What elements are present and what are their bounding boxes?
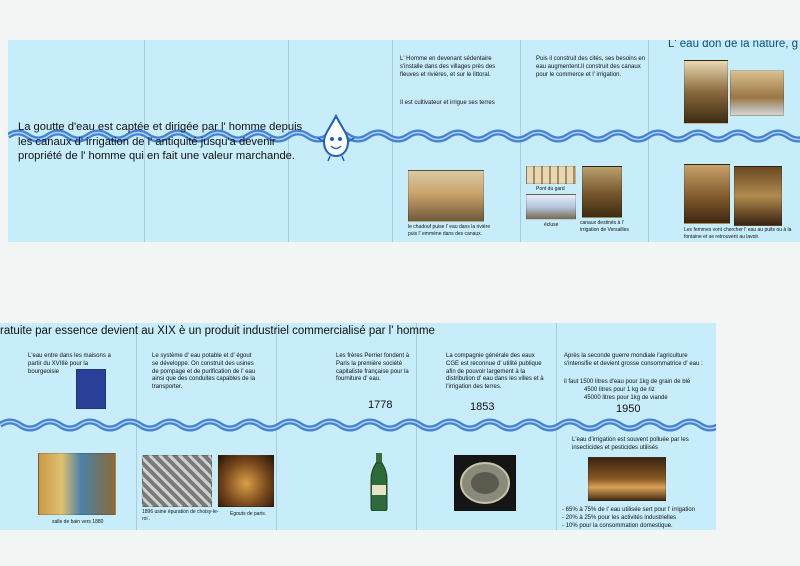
cge-plaque-emblem-icon: [455, 456, 515, 510]
village-image: [730, 70, 784, 116]
canaux-caption: canaux destinés à l' irrigation de Versailles: [580, 220, 629, 233]
cultivator-text: Il est cultivateur et irrigue ses terres: [400, 100, 495, 106]
guerre-intro: Après la seconde guerre mondiale l'agriculture s'intensifie et devient grosse consommatrice d' eau :: [564, 353, 703, 367]
maisons-text: L'eau entre dans les maisons a partir du XVIIIè pour la bourgeoisie: [28, 353, 111, 375]
perrier-bottle-image: [368, 453, 390, 511]
usage-line-1: - 65% à 75% de l' eau utilisée sert pour l' irrigation: [562, 507, 696, 513]
perrier-text: Les frères Perrier fondent à Paris la première société capitaliste française pour la fourniture d' eau.: [336, 353, 410, 383]
chadouf-caption: le chadouf puise l' eau dans la rivière puis l' emmène dans des canaux.: [408, 224, 491, 237]
sedentary-text: L' Homme en devenant sédentaire s'installe dans des villages près des fleuves et rivières, et sur le littoral.: [400, 56, 496, 78]
pont-caption: Pont du gard: [536, 186, 565, 192]
salle-de-bain-image: [38, 453, 116, 515]
cge-text: La compagnie générale des eaux CGE est reconnue d' utilité publique afin de pouvoir largement à la distribution d' eau dans les villes et à l'irrigation des terres.: [446, 353, 544, 391]
egouts-caption: Egouts de paris.: [230, 511, 267, 517]
guerre-line-1: il faut 1500 litres d'eau pour 1kg de grain de blé: [564, 379, 691, 385]
femmes-caption: Les femmes vont chercher l' eau au puits ou à la fontaine et se retrouvent au lavoir.: [684, 227, 792, 240]
ecluse-image: [526, 194, 576, 220]
usage-line-2: - 20% à 25% pour les activités industrielles: [562, 515, 677, 521]
year-1950: 1950: [616, 403, 641, 415]
bottom-brochure-panel: [0, 323, 716, 530]
cities-text: Puis il construit des cités, ses besoins en eau augmentent.Il construit des canaux pour le commerce et l' irrigation.: [536, 56, 646, 78]
egouts-image: [218, 455, 274, 507]
book-cover-image: [76, 369, 106, 409]
pesticide-field-image: [588, 457, 666, 501]
fountain-painting-image: [684, 164, 730, 224]
ecluse-caption: écluse: [544, 222, 559, 228]
lavoir-painting-image: [734, 166, 782, 226]
top-brochure-panel: [8, 40, 800, 242]
year-1853: 1853: [470, 401, 495, 413]
pont-du-gard-image: [526, 166, 576, 184]
usage-line-3: - 10% pour la consommation domestique.: [562, 523, 673, 529]
guerre-line-2: 4500 litres pour 1 kg de riz: [584, 387, 655, 393]
water-drop-mascot-icon: [316, 112, 356, 162]
bain-caption: salle de bain vers 1880: [52, 519, 104, 525]
pollution-text: L'eau d'irrigation est souvent polluée par les insecticides et pesticides utilisés: [572, 437, 689, 451]
bottom-title: ratuite par essence devient au XIX è un produit industriel commercialisé par l' homme: [0, 325, 435, 337]
chadouf-image: [408, 170, 484, 222]
cge-plaque-image: [454, 455, 516, 511]
guerre-line-3: 45000 litres pour 1kg de viande: [584, 395, 668, 401]
egout-text: Le système d' eau potable et d' égout se développe. On construit des usines de pompage et de purification de l' eau ainsi que des conduites capables de la transporter.: [152, 353, 256, 391]
water-wave-band: [0, 415, 716, 435]
versailles-canal-image: [582, 166, 622, 218]
usine-caption: 1896 usine épuration de choisy-le-roi .: [142, 509, 219, 522]
water-carrier-image: [684, 60, 728, 124]
intro-text: La goutte d'eau est captée et dirigée par l' homme depuis les canaux d' irrigation de l' antiquité jusqu'a devenir propriété de l' homme qui en fait une valeur marchande.: [18, 121, 303, 163]
top-title: L' eau don de la nature, g: [668, 40, 799, 50]
usine-image: [142, 455, 212, 507]
year-1778: 1778: [368, 399, 393, 411]
